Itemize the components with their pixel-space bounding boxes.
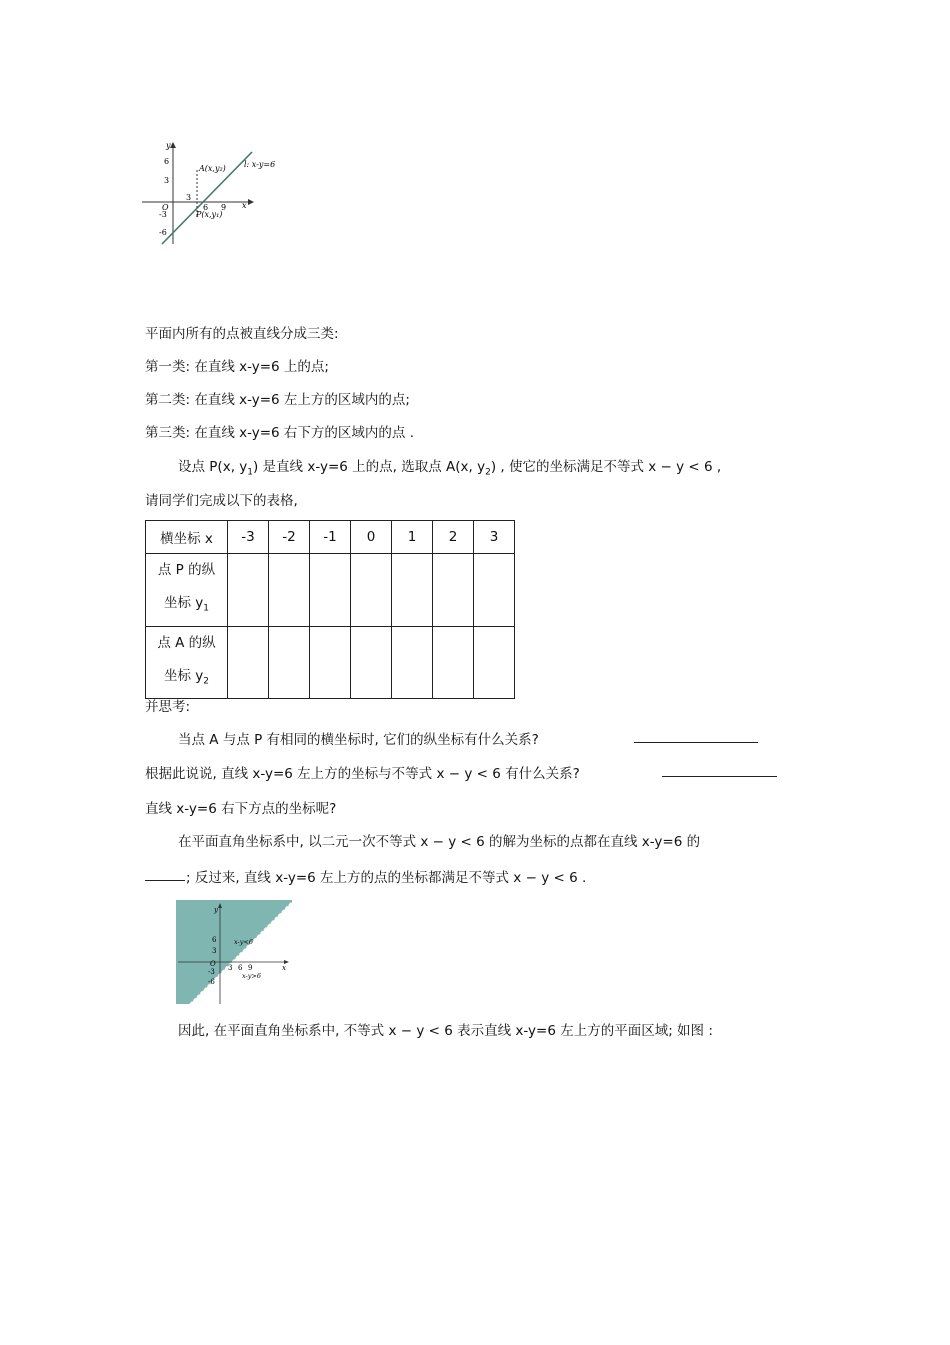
x-tick-9: 9	[248, 964, 253, 972]
sub-2: 2	[485, 467, 491, 478]
table-cell-empty[interactable]	[474, 626, 515, 699]
question-2	[145, 762, 580, 782]
table-cell-empty[interactable]	[351, 554, 392, 627]
x-tick-3: 3	[228, 964, 233, 972]
row-p-line2: 坐标 y	[163, 595, 204, 611]
table-row-p-label	[146, 554, 228, 627]
paragraph-2: ; 反过来, 直线 x-y=6 左上方的点的坐标都满足不等式 x − y < 6 .	[186, 870, 587, 886]
text-line-6: 请同学们完成以下的表格,	[145, 493, 298, 509]
x-tick-9: 9	[221, 203, 227, 212]
table-row-a-label	[146, 626, 228, 699]
table-row-p	[146, 554, 515, 627]
text-line-2: 第一类: 在直线 x-y=6 上的点;	[145, 359, 329, 375]
sub-1: 1	[247, 467, 253, 478]
table-cell-empty[interactable]	[228, 626, 269, 699]
table-x-cell: 2	[433, 521, 474, 554]
paragraph-3: 因此, 在平面直角坐标系中, 不等式 x − y < 6 表示直线 x-y=6 左上方的平面区域; 如图 :	[178, 1023, 713, 1039]
x-axis-label: x	[242, 201, 247, 210]
x-axis-arrow	[248, 199, 254, 205]
answer-blank-3[interactable]	[145, 866, 185, 881]
x-tick-6: 6	[203, 203, 209, 212]
table-x-cell: -3	[228, 521, 269, 554]
y-axis-arrow	[170, 142, 176, 148]
text-line-4: 第三类: 在直线 x-y=6 右下方的区域内的点 .	[145, 425, 415, 441]
table-x-cell: 0	[351, 521, 392, 554]
table-cell-empty[interactable]	[474, 554, 515, 627]
row-a-sub: 2	[203, 676, 209, 687]
origin-label: O	[210, 960, 216, 968]
label-x-y-lt-6: x-y<6	[234, 938, 254, 946]
y-tick-3: 3	[164, 176, 170, 185]
text-line-5c: ) , 使它的坐标满足不等式 x − y < 6 ,	[490, 459, 722, 475]
text-line-5	[178, 455, 721, 478]
y-tick-6: 6	[164, 157, 170, 166]
row-p-line1: 点 P 的纵	[157, 562, 216, 578]
table-header-label: 横坐标 x	[146, 521, 228, 554]
table-cell-empty[interactable]	[392, 626, 433, 699]
table-cell-empty[interactable]	[351, 626, 392, 699]
table-cell-empty[interactable]	[392, 554, 433, 627]
question-1-text: 当点 A 与点 P 有相同的横坐标时, 它们的纵坐标有什么关系?	[178, 732, 539, 748]
y-tick-neg6: -6	[159, 228, 167, 237]
table-row-header	[146, 521, 515, 554]
answer-blank-2[interactable]	[662, 762, 777, 777]
table-x-cell: 3	[474, 521, 515, 554]
x-tick-3: 3	[186, 193, 192, 202]
question-1	[178, 728, 539, 748]
text-line-5b: ) 是直线 x-y=6 上的点, 选取点 A(x, y	[253, 459, 486, 475]
value-table	[145, 520, 515, 699]
table-cell-empty[interactable]	[310, 554, 351, 627]
x-tick-6: 6	[238, 964, 243, 972]
table-x-cell: -1	[310, 521, 351, 554]
y-axis-label: y	[166, 141, 171, 150]
origin-label: O	[162, 203, 169, 212]
y-tick-neg6: -6	[208, 978, 215, 986]
label-x-y-eq-6: x-y=6	[260, 938, 280, 946]
point-p-label: P(x,y₁)	[196, 210, 223, 219]
question-2-text: 根据此说说, 直线 x-y=6 左上方的坐标与不等式 x − y < 6 有什么关系?	[145, 766, 580, 782]
question-3: 直线 x-y=6 右下方点的坐标呢?	[145, 801, 337, 817]
y-tick-3: 3	[212, 947, 217, 955]
table-x-cell: -2	[269, 521, 310, 554]
y-tick-neg3: -3	[208, 968, 215, 976]
row-a-line1: 点 A 的纵	[157, 634, 216, 651]
text-line-5a: 设点 P(x, y	[178, 459, 248, 475]
table-cell-empty[interactable]	[228, 554, 269, 627]
table-cell-empty[interactable]	[269, 626, 310, 699]
table-cell-empty[interactable]	[433, 626, 474, 699]
paragraph-1: 在平面直角坐标系中, 以二元一次不等式 x − y < 6 的解为坐标的点都在直线 x-y=6 的	[178, 834, 701, 850]
answer-blank-1[interactable]	[634, 728, 758, 743]
row-a-line2: 坐标 y	[163, 667, 204, 684]
y-tick-neg3: -3	[159, 210, 167, 219]
line-label: l: x-y=6	[244, 160, 276, 169]
table-cell-empty[interactable]	[269, 554, 310, 627]
table-x-cell: 1	[392, 521, 433, 554]
text-line-3: 第二类: 在直线 x-y=6 左上方的区域内的点;	[145, 392, 410, 408]
line-graph-figure	[140, 140, 290, 248]
x-axis-label: x	[282, 964, 286, 972]
y-tick-6: 6	[212, 936, 217, 944]
label-x-y-gt-6: x-y>6	[242, 972, 262, 980]
think-label: 并思考:	[145, 699, 191, 715]
table-cell-empty[interactable]	[433, 554, 474, 627]
text-line-1: 平面内所有的点被直线分成三类:	[145, 326, 339, 342]
table-cell-empty[interactable]	[310, 626, 351, 699]
point-a-label: A(x,y₂)	[199, 164, 226, 173]
row-p-sub: 1	[203, 603, 209, 614]
y-axis-label: y	[214, 906, 218, 914]
table-row-a	[146, 626, 515, 699]
region-graph-figure	[176, 900, 292, 1006]
